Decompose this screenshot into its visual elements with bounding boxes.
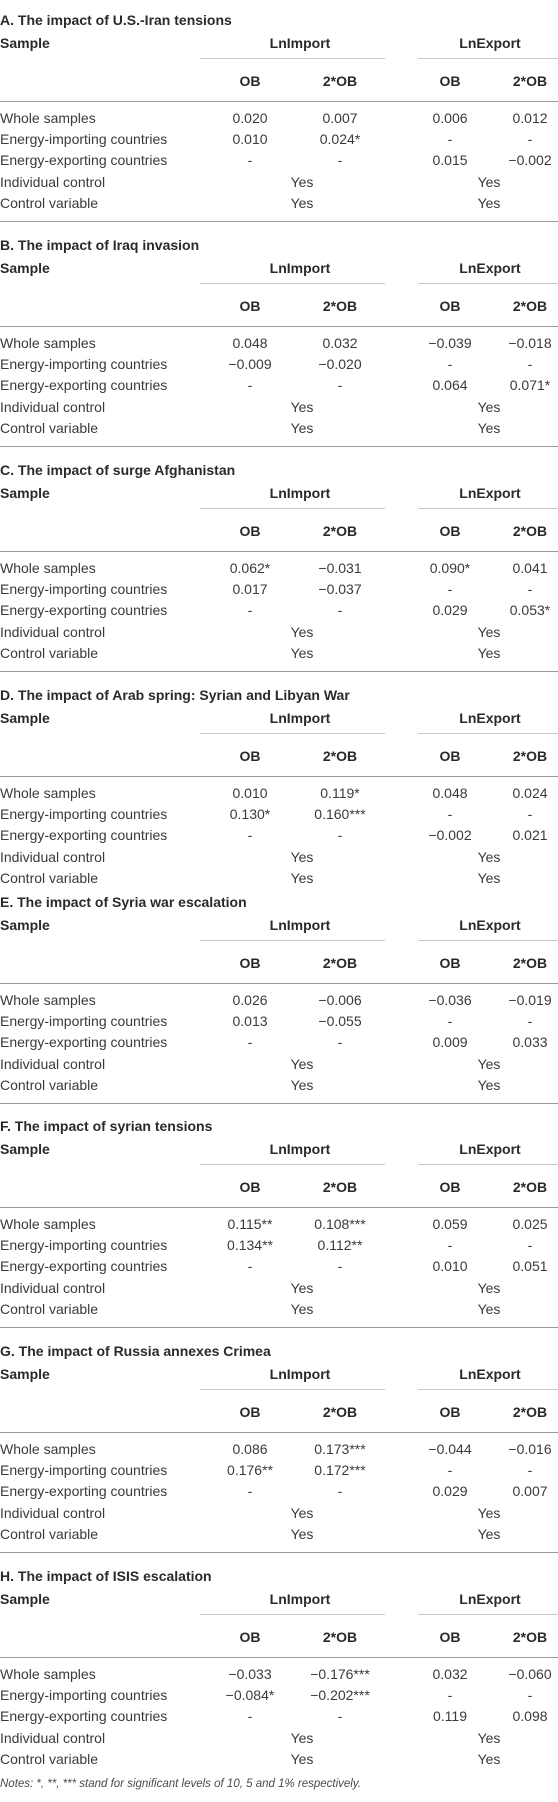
row-label: Individual control — [0, 624, 106, 640]
col-header-lnexport-2ob: 2*OB — [512, 298, 548, 314]
row-label: Whole samples — [0, 1666, 96, 1682]
col-header-lnimport-2ob: 2*OB — [322, 523, 358, 539]
table-cell: 0.010 — [232, 785, 268, 801]
row-label: Energy-importing countries — [0, 1237, 168, 1253]
col-header-lnimport-ob: OB — [239, 1404, 261, 1420]
lnexport-header: LnExport — [459, 1141, 521, 1157]
row-label: Control variable — [0, 1526, 99, 1542]
row-label: Energy-exporting countries — [0, 152, 168, 168]
lnimport-header: LnImport — [269, 485, 331, 501]
table-cell: 0.033 — [512, 1034, 548, 1050]
table-cell: 0.172*** — [314, 1462, 366, 1478]
table-cell: 0.010 — [232, 131, 268, 147]
table-cell: −0.006 — [318, 992, 362, 1008]
table-cell: 0.032 — [432, 1666, 468, 1682]
table-cell: 0.029 — [432, 602, 468, 618]
lnimport-header: LnImport — [269, 917, 331, 933]
col-header-lnimport-2ob: 2*OB — [322, 1179, 358, 1195]
table-cell: 0.112** — [317, 1237, 363, 1253]
table-cell: −0.176*** — [310, 1666, 370, 1682]
table-cell: −0.202*** — [310, 1687, 370, 1703]
yes-lnexport: Yes — [477, 399, 501, 415]
yes-lnimport: Yes — [290, 870, 314, 886]
row-label: Control variable — [0, 420, 99, 436]
table-cell: 0.029 — [432, 1483, 468, 1499]
table-cell: 0.041 — [512, 560, 548, 576]
sample-header: Sample — [0, 917, 50, 933]
table-cell: 0.024* — [319, 131, 361, 147]
yes-lnimport: Yes — [290, 1280, 314, 1296]
table-cell: 0.071* — [509, 377, 551, 393]
group-rule-lnimport — [200, 733, 385, 734]
table-cell: 0.051 — [512, 1258, 548, 1274]
table-cell: - — [247, 602, 253, 618]
yes-lnexport: Yes — [477, 1077, 501, 1093]
row-label: Energy-exporting countries — [0, 1034, 168, 1050]
sample-header: Sample — [0, 485, 50, 501]
table-cell: 0.007 — [322, 110, 358, 126]
table-notes: Notes: *, **, *** stand for significant levels of 10, 5 and 1% respectively. — [0, 1778, 361, 1790]
lnexport-header: LnExport — [459, 260, 521, 276]
lnexport-header: LnExport — [459, 710, 521, 726]
table-cell: 0.026 — [232, 992, 268, 1008]
panel-bottom-rule — [0, 221, 558, 222]
col-header-lnexport-ob: OB — [439, 523, 461, 539]
col-header-lnimport-2ob: 2*OB — [322, 1404, 358, 1420]
row-label: Whole samples — [0, 560, 96, 576]
table-cell: - — [337, 377, 343, 393]
row-label: Whole samples — [0, 1216, 96, 1232]
table-cell: 0.021 — [512, 827, 548, 843]
panel-bottom-rule — [0, 1327, 558, 1328]
table-cell: −0.002 — [508, 152, 552, 168]
col-header-lnexport-2ob: 2*OB — [512, 748, 548, 764]
yes-lnexport: Yes — [477, 1280, 501, 1296]
sample-header: Sample — [0, 1141, 50, 1157]
table-cell: - — [247, 1483, 253, 1499]
table-cell: 0.115** — [227, 1216, 273, 1232]
yes-lnimport: Yes — [290, 1730, 314, 1746]
header-bottom-rule — [0, 1657, 558, 1658]
table-cell: - — [527, 1013, 533, 1029]
table-cell: 0.062* — [229, 560, 271, 576]
table-cell: −0.016 — [508, 1441, 552, 1457]
panel-title: A. The impact of U.S.-Iran tensions — [0, 12, 232, 28]
panel-title: G. The impact of Russia annexes Crimea — [0, 1343, 271, 1359]
panel-title: H. The impact of ISIS escalation — [0, 1568, 212, 1584]
group-rule-lnimport — [200, 1389, 385, 1390]
sample-header: Sample — [0, 710, 50, 726]
panel-title: F. The impact of syrian tensions — [0, 1118, 213, 1134]
row-label: Energy-exporting countries — [0, 1708, 168, 1724]
table-cell: 0.025 — [512, 1216, 548, 1232]
sample-header: Sample — [0, 1366, 50, 1382]
table-cell: 0.006 — [432, 110, 468, 126]
yes-lnimport: Yes — [290, 645, 314, 661]
yes-lnimport: Yes — [290, 195, 314, 211]
group-rule-lnexport — [418, 283, 558, 284]
table-cell: - — [447, 131, 453, 147]
panel-bottom-rule — [0, 671, 558, 672]
table-cell: - — [447, 806, 453, 822]
yes-lnexport: Yes — [477, 174, 501, 190]
lnimport-header: LnImport — [269, 710, 331, 726]
lnimport-header: LnImport — [269, 35, 331, 51]
table-cell: 0.048 — [232, 335, 268, 351]
table-cell: - — [447, 581, 453, 597]
yes-lnexport: Yes — [477, 870, 501, 886]
yes-lnimport: Yes — [290, 849, 314, 865]
row-label: Individual control — [0, 1280, 106, 1296]
row-label: Energy-exporting countries — [0, 1483, 168, 1499]
panel-title: C. The impact of surge Afghanistan — [0, 462, 236, 478]
table-cell: 0.020 — [232, 110, 268, 126]
yes-lnexport: Yes — [477, 1505, 501, 1521]
table-cell: 0.048 — [432, 785, 468, 801]
yes-lnimport: Yes — [290, 1077, 314, 1093]
row-label: Individual control — [0, 849, 106, 865]
row-label: Energy-importing countries — [0, 356, 168, 372]
row-label: Energy-importing countries — [0, 1462, 168, 1478]
group-rule-lnexport — [418, 1389, 558, 1390]
sample-header: Sample — [0, 35, 50, 51]
yes-lnexport: Yes — [477, 1730, 501, 1746]
lnexport-header: LnExport — [459, 485, 521, 501]
group-rule-lnexport — [418, 508, 558, 509]
table-cell: 0.015 — [432, 152, 468, 168]
group-rule-lnimport — [200, 1614, 385, 1615]
col-header-lnexport-ob: OB — [439, 1179, 461, 1195]
table-cell: −0.037 — [318, 581, 362, 597]
table-cell: - — [337, 1708, 343, 1724]
table-cell: - — [337, 827, 343, 843]
yes-lnimport: Yes — [290, 1056, 314, 1072]
row-label: Whole samples — [0, 785, 96, 801]
table-cell: - — [447, 1462, 453, 1478]
yes-lnimport: Yes — [290, 1505, 314, 1521]
table-cell: −0.055 — [318, 1013, 362, 1029]
yes-lnexport: Yes — [477, 645, 501, 661]
table-cell: 0.134** — [227, 1237, 273, 1253]
group-rule-lnexport — [418, 1614, 558, 1615]
table-cell: - — [247, 377, 253, 393]
table-cell: - — [337, 152, 343, 168]
sample-header: Sample — [0, 260, 50, 276]
col-header-lnimport-ob: OB — [239, 1629, 261, 1645]
sample-header: Sample — [0, 1591, 50, 1607]
row-label: Control variable — [0, 1077, 99, 1093]
table-cell: 0.012 — [512, 110, 548, 126]
table-cell: −0.084* — [225, 1687, 275, 1703]
group-rule-lnimport — [200, 508, 385, 509]
group-rule-lnexport — [418, 58, 558, 59]
group-rule-lnexport — [418, 940, 558, 941]
col-header-lnimport-2ob: 2*OB — [322, 1629, 358, 1645]
header-bottom-rule — [0, 1432, 558, 1433]
table-cell: - — [337, 1034, 343, 1050]
row-label: Individual control — [0, 399, 106, 415]
table-cell: 0.053* — [509, 602, 551, 618]
table-cell: 0.098 — [512, 1708, 548, 1724]
yes-lnexport: Yes — [477, 1056, 501, 1072]
header-bottom-rule — [0, 983, 558, 984]
group-rule-lnexport — [418, 733, 558, 734]
row-label: Energy-importing countries — [0, 581, 168, 597]
table-cell: - — [527, 581, 533, 597]
table-cell: 0.010 — [432, 1258, 468, 1274]
row-label: Control variable — [0, 870, 99, 886]
yes-lnexport: Yes — [477, 624, 501, 640]
table-cell: - — [527, 356, 533, 372]
panel-bottom-rule — [0, 1103, 558, 1104]
row-label: Control variable — [0, 195, 99, 211]
col-header-lnexport-2ob: 2*OB — [512, 1179, 548, 1195]
table-cell: 0.130* — [229, 806, 271, 822]
table-cell: −0.020 — [318, 356, 362, 372]
table-cell: - — [527, 131, 533, 147]
col-header-lnexport-ob: OB — [439, 73, 461, 89]
table-cell: −0.039 — [428, 335, 472, 351]
row-label: Energy-importing countries — [0, 131, 168, 147]
header-bottom-rule — [0, 326, 558, 327]
yes-lnimport: Yes — [290, 1751, 314, 1767]
table-cell: - — [337, 602, 343, 618]
table-cell: 0.160*** — [314, 806, 366, 822]
col-header-lnexport-ob: OB — [439, 1629, 461, 1645]
table-cell: 0.032 — [322, 335, 358, 351]
table-cell: - — [337, 1258, 343, 1274]
table-cell: 0.059 — [432, 1216, 468, 1232]
col-header-lnexport-2ob: 2*OB — [512, 955, 548, 971]
header-bottom-rule — [0, 101, 558, 102]
row-label: Energy-exporting countries — [0, 827, 168, 843]
row-label: Whole samples — [0, 335, 96, 351]
table-cell: - — [527, 1462, 533, 1478]
table-cell: 0.009 — [432, 1034, 468, 1050]
table-cell: - — [447, 1237, 453, 1253]
table-cell: - — [247, 1034, 253, 1050]
table-cell: 0.013 — [232, 1013, 268, 1029]
panel-bottom-rule — [0, 1552, 558, 1553]
col-header-lnimport-2ob: 2*OB — [322, 955, 358, 971]
header-bottom-rule — [0, 1207, 558, 1208]
yes-lnexport: Yes — [477, 1751, 501, 1767]
table-cell: 0.007 — [512, 1483, 548, 1499]
yes-lnexport: Yes — [477, 420, 501, 436]
lnexport-header: LnExport — [459, 1366, 521, 1382]
table-cell: - — [247, 152, 253, 168]
row-label: Energy-exporting countries — [0, 1258, 168, 1274]
yes-lnimport: Yes — [290, 420, 314, 436]
col-header-lnimport-ob: OB — [239, 523, 261, 539]
col-header-lnimport-ob: OB — [239, 73, 261, 89]
col-header-lnimport-ob: OB — [239, 748, 261, 764]
lnimport-header: LnImport — [269, 1366, 331, 1382]
row-label: Energy-importing countries — [0, 806, 168, 822]
table-cell: - — [527, 1237, 533, 1253]
panel-title: D. The impact of Arab spring: Syrian and Libyan War — [0, 687, 350, 703]
header-bottom-rule — [0, 551, 558, 552]
table-cell: 0.090* — [429, 560, 471, 576]
row-label: Energy-exporting countries — [0, 377, 168, 393]
col-header-lnimport-ob: OB — [239, 1179, 261, 1195]
table-cell: 0.176** — [227, 1462, 273, 1478]
table-cell: 0.108*** — [314, 1216, 366, 1232]
group-rule-lnimport — [200, 940, 385, 941]
yes-lnimport: Yes — [290, 174, 314, 190]
yes-lnexport: Yes — [477, 1301, 501, 1317]
lnimport-header: LnImport — [269, 260, 331, 276]
table-cell: 0.086 — [232, 1441, 268, 1457]
table-cell: 0.064 — [432, 377, 468, 393]
table-cell: 0.024 — [512, 785, 548, 801]
row-label: Individual control — [0, 1056, 106, 1072]
panel-title: E. The impact of Syria war escalation — [0, 894, 247, 910]
table-cell: −0.033 — [228, 1666, 272, 1682]
table-cell: −0.002 — [428, 827, 472, 843]
table-cell: - — [247, 1258, 253, 1274]
yes-lnexport: Yes — [477, 1526, 501, 1542]
col-header-lnimport-ob: OB — [239, 298, 261, 314]
yes-lnexport: Yes — [477, 195, 501, 211]
table-cell: 0.017 — [232, 581, 268, 597]
col-header-lnimport-2ob: 2*OB — [322, 73, 358, 89]
header-bottom-rule — [0, 776, 558, 777]
col-header-lnexport-ob: OB — [439, 1404, 461, 1420]
row-label: Individual control — [0, 1505, 106, 1521]
col-header-lnimport-2ob: 2*OB — [322, 748, 358, 764]
lnimport-header: LnImport — [269, 1141, 331, 1157]
lnexport-header: LnExport — [459, 917, 521, 933]
row-label: Whole samples — [0, 1441, 96, 1457]
row-label: Individual control — [0, 1730, 106, 1746]
row-label: Whole samples — [0, 992, 96, 1008]
col-header-lnexport-ob: OB — [439, 955, 461, 971]
table-cell: - — [527, 1687, 533, 1703]
table-cell: −0.018 — [508, 335, 552, 351]
table-cell: - — [337, 1483, 343, 1499]
yes-lnimport: Yes — [290, 1526, 314, 1542]
col-header-lnexport-2ob: 2*OB — [512, 1629, 548, 1645]
table-cell: - — [447, 1013, 453, 1029]
row-label: Individual control — [0, 174, 106, 190]
row-label: Control variable — [0, 645, 99, 661]
row-label: Whole samples — [0, 110, 96, 126]
table-cell: - — [527, 806, 533, 822]
col-header-lnexport-2ob: 2*OB — [512, 523, 548, 539]
yes-lnimport: Yes — [290, 399, 314, 415]
lnexport-header: LnExport — [459, 35, 521, 51]
col-header-lnexport-2ob: 2*OB — [512, 1404, 548, 1420]
table-cell: - — [247, 827, 253, 843]
table-cell: 0.119* — [320, 785, 360, 801]
group-rule-lnimport — [200, 283, 385, 284]
table-cell: 0.119 — [433, 1708, 467, 1724]
group-rule-lnimport — [200, 1164, 385, 1165]
col-header-lnexport-ob: OB — [439, 748, 461, 764]
table-cell: −0.009 — [228, 356, 272, 372]
row-label: Energy-importing countries — [0, 1013, 168, 1029]
group-rule-lnexport — [418, 1164, 558, 1165]
table-cell: −0.019 — [508, 992, 552, 1008]
row-label: Control variable — [0, 1751, 99, 1767]
panel-bottom-rule — [0, 446, 558, 447]
yes-lnexport: Yes — [477, 849, 501, 865]
col-header-lnimport-2ob: 2*OB — [322, 298, 358, 314]
lnexport-header: LnExport — [459, 1591, 521, 1607]
table-cell: - — [447, 356, 453, 372]
lnimport-header: LnImport — [269, 1591, 331, 1607]
table-cell: - — [247, 1708, 253, 1724]
col-header-lnexport-ob: OB — [439, 298, 461, 314]
table-cell: 0.173*** — [314, 1441, 366, 1457]
yes-lnimport: Yes — [290, 624, 314, 640]
table-cell: −0.044 — [428, 1441, 472, 1457]
table-cell: - — [447, 1687, 453, 1703]
yes-lnimport: Yes — [290, 1301, 314, 1317]
col-header-lnexport-2ob: 2*OB — [512, 73, 548, 89]
col-header-lnimport-ob: OB — [239, 955, 261, 971]
table-cell: −0.031 — [318, 560, 362, 576]
row-label: Energy-importing countries — [0, 1687, 168, 1703]
group-rule-lnimport — [200, 58, 385, 59]
row-label: Energy-exporting countries — [0, 602, 168, 618]
table-cell: −0.036 — [428, 992, 472, 1008]
table-cell: −0.060 — [508, 1666, 552, 1682]
panel-title: B. The impact of Iraq invasion — [0, 237, 200, 253]
row-label: Control variable — [0, 1301, 99, 1317]
